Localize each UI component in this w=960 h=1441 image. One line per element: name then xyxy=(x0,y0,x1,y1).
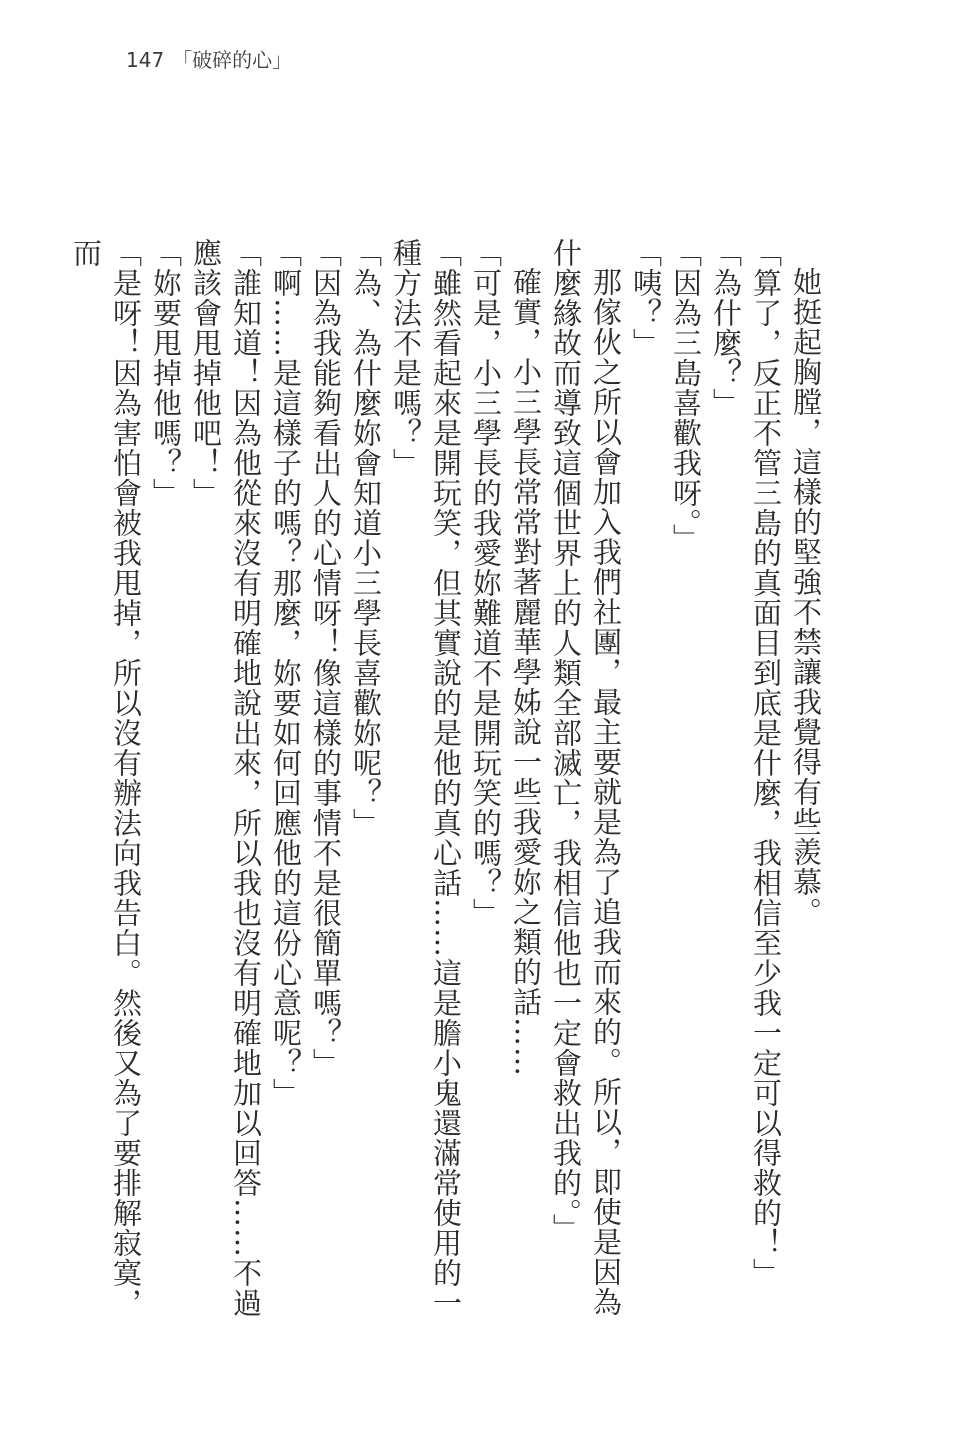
paragraph: 「是呀！因為害怕會被我甩掉，所以沒有辦法向我告白。然後又為了要排解寂寞，而 xyxy=(69,238,143,1318)
paragraph: 「算了，反正不管三島的真面目到底是什麼，我相信至少我一定可以得救的！」 xyxy=(749,238,783,1288)
paragraph: 「啊……是這樣子的嗎？那麼，妳要如何回應他的這份心意呢？」 xyxy=(269,238,303,1108)
paragraph: 「誰知道！因為他從來沒有明確地說出來，所以我也沒有明確地加以回答……不過應該會甩掉他吧！」 xyxy=(189,238,263,1318)
paragraph: 「為、為什麼妳會知道小三學長喜歡妳呢？」 xyxy=(349,238,383,838)
paragraph: 「咦？」 xyxy=(629,238,663,358)
paragraph: 她挺起胸膛，這樣的堅強不禁讓我覺得有些羨慕。 xyxy=(789,267,823,927)
page-header xyxy=(126,44,292,73)
paragraph: 「因為我能夠看出人的心情呀！像這樣的事情不是很簡單嗎？」 xyxy=(309,238,343,1078)
chapter-title: 「破碎的心」 xyxy=(172,48,293,72)
page-number: 147 xyxy=(126,48,165,72)
paragraph: 「為什麼？」 xyxy=(709,238,743,418)
paragraph: 確實，小三學長常常對著麗華學姊說一些我愛妳之類的話…… xyxy=(509,267,543,1077)
paragraph: 「雖然看起來是開玩笑，但其實說的是他的真心話……這是膽小鬼還滿常使用的一種方法不是嗎？」 xyxy=(389,238,463,1318)
paragraph: 「可是，小三學長的我愛妳難道不是開玩笑的嗎？」 xyxy=(469,238,503,928)
paragraph: 那傢伙之所以會加入我們社團，最主要就是為了追我而來的。所以，即使是因為什麼緣故而導致這個世界上的人類全部滅亡，我相信他也一定會救出我的。」 xyxy=(549,238,623,1317)
paragraph: 「妳要甩掉他嗎？」 xyxy=(149,238,183,508)
paragraph: 「因為三島喜歡我呀。」 xyxy=(669,238,703,554)
body-text xyxy=(66,238,826,1318)
